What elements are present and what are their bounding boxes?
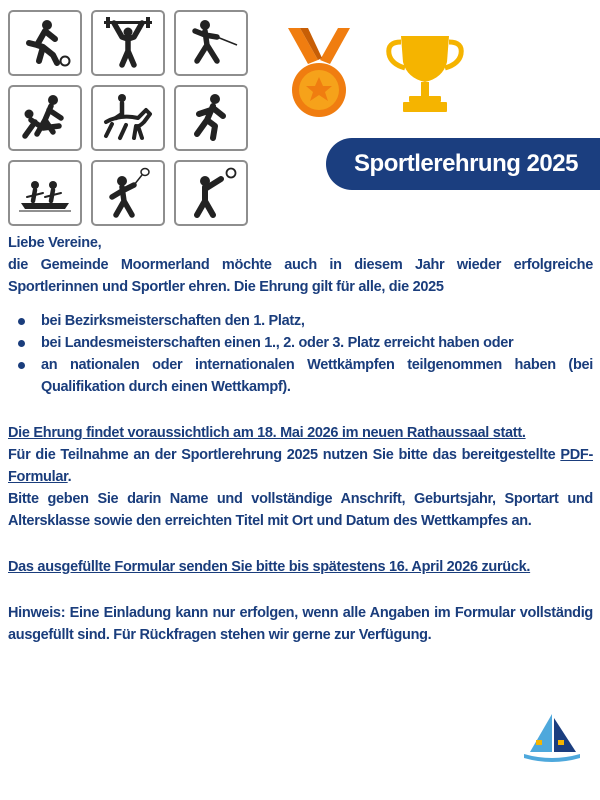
- fencing-tile: [174, 10, 248, 76]
- criteria-list: [8, 310, 593, 398]
- list-item: bei Bezirksmeisterschaften den 1. Platz,: [8, 310, 593, 332]
- form-text: Für die Teilnahme an der Sportlerehrung 2025 nutzen Sie bitte das bereitgestellte: [8, 447, 561, 463]
- event-date-notice: Die Ehrung findet voraussichtlich am 18. Mai 2026 im neuen Rathaussaal statt.: [8, 425, 526, 441]
- judo-tile: [8, 85, 82, 151]
- volleyball-tile: [174, 160, 248, 226]
- soccer-player-icon: [17, 17, 73, 69]
- badminton-icon: [100, 167, 156, 219]
- weightlifter-icon: [100, 17, 156, 69]
- rowing-icon: [17, 167, 73, 219]
- list-item: an nationalen oder internationalen Wettkämpfen teilgenommen haben (bei Qualifikation durch einen Wettkampf).: [8, 354, 593, 398]
- trophy-icon: [383, 32, 467, 116]
- greeting: Liebe Vereine,: [8, 235, 102, 251]
- form-details: Bitte geben Sie darin Name und vollständige Anschrift, Geburtsjahr, Sportart und Altersklasse sowie den erreichten Titel mit Ort und Datum des Wettkampfes an.: [8, 491, 593, 529]
- page-title-banner: [326, 138, 600, 190]
- form-paragraph: [8, 444, 593, 488]
- equestrian-tile: [91, 85, 165, 151]
- pdf-form-link[interactable]: PDF-Formular: [8, 447, 593, 485]
- intro-paragraph: die Gemeinde Moormerland möchte auch in diesem Jahr wieder erfolgreiche Sportlerinnen und Sportler ehren. Die Ehrung gilt für alle, die 2025: [8, 257, 593, 295]
- sport-icons-grid: [8, 10, 248, 226]
- volleyball-icon: [183, 167, 239, 219]
- equestrian-icon: [100, 92, 156, 144]
- badminton-tile: [91, 160, 165, 226]
- fencer-icon: [183, 17, 239, 69]
- page-title: Sportlerehrung 2025: [354, 150, 578, 177]
- hint-paragraph: Hinweis: Eine Einladung kann nur erfolgen, wenn alle Angaben im Formular vollständig ausgefüllt sind. Für Rückfragen stehen wir gerne zur Verfügung.: [8, 605, 593, 643]
- sailboat-logo-icon: [522, 712, 582, 764]
- running-tile: [174, 85, 248, 151]
- deadline-notice: Das ausgefüllte Formular senden Sie bitte bis spätestens 16. April 2026 zurück.: [8, 559, 531, 575]
- letter-body: [8, 232, 593, 646]
- medal-icon: [278, 28, 360, 120]
- form-text-end: .: [67, 469, 72, 485]
- rowing-tile: [8, 160, 82, 226]
- judo-icon: [17, 92, 73, 144]
- weightlifting-tile: [91, 10, 165, 76]
- soccer-tile: [8, 10, 82, 76]
- runner-icon: [183, 92, 239, 144]
- list-item: bei Landesmeisterschaften einen 1., 2. oder 3. Platz erreicht haben oder: [8, 332, 593, 354]
